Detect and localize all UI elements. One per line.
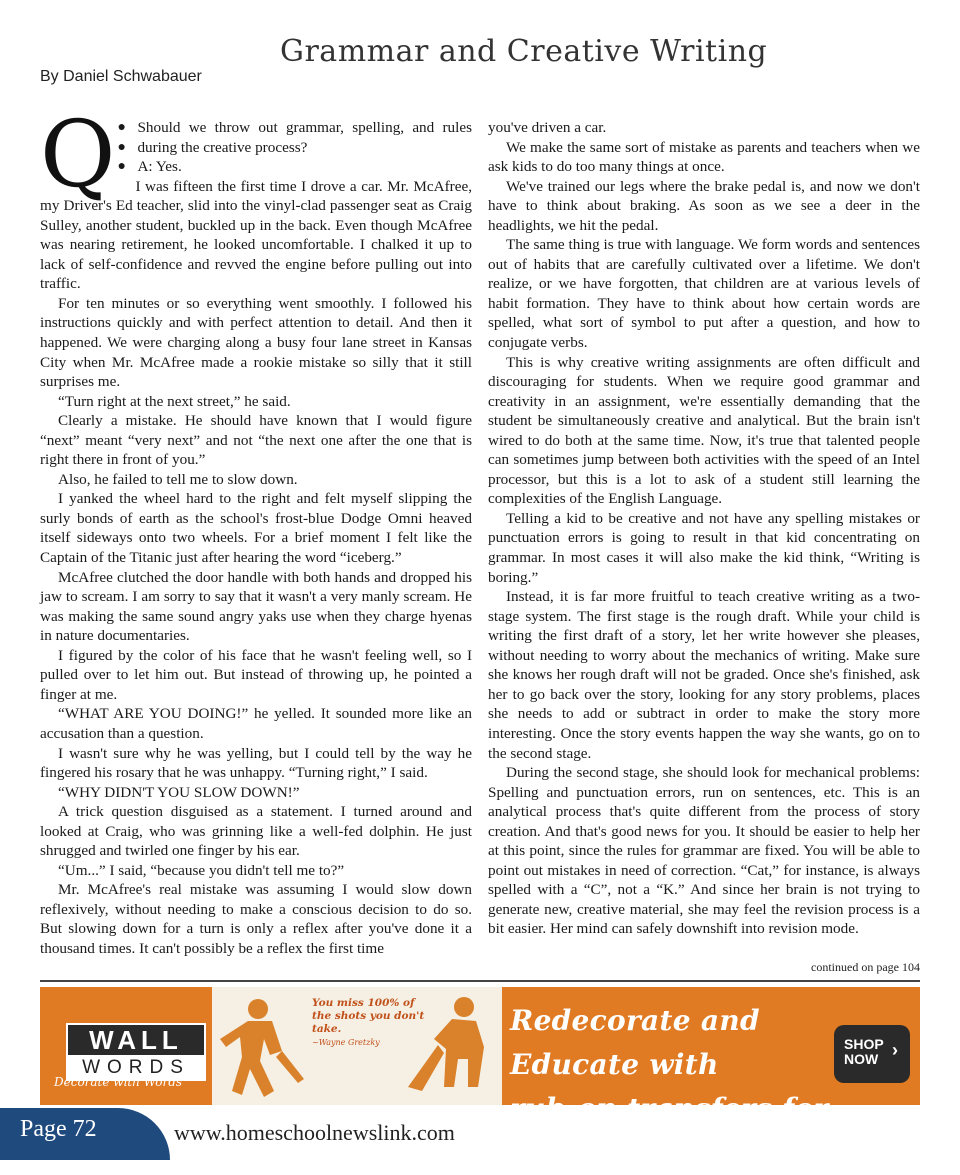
paragraph: This is why creative writing assignments are often difficult and discouraging for students. When we require good grammar and creativity in an assignment, we're essentially demanding that the student be simultaneously creative and analytical. But the brain isn't wired to do both at the same time. Now, it's true that talented people can sometimes jump between both activities with the speed of an Intel processor, but this is a lot to ask of a student still learning the complexities of the English Language. [488,353,920,508]
paragraph: Instead, it is far more fruitful to teach creative writing as a two-stage system. The first stage is the rough draft. While your child is writing the first draft of a story, let her write however she pleases, without needing to worry about the mechanics of writing. Make sure she knows her rough draft will not be graded. Once she's finished, ask her to go back over the story, looking for any story problems, places she needs to add or subtract in order to make the story more interesting. Once the story events happen the way she wants, go on to the second stage. [488,588,920,762]
paragraph: McAfree clutched the door handle with both hands and dropped his jaw to scream. I am sorry to say that it wasn't a very manly scream. He was making the same sound angry yaks use when they charge hyenas in nature documentaries. [40,568,472,645]
paragraph: “WHAT ARE YOU DOING!” he yelled. It sounded more like an accusation than a question. [40,705,472,742]
shop-now-button[interactable]: SHOP NOW › [834,1025,910,1083]
drop-cap-dots: ● ● ● [117,120,126,175]
paragraph: Also, he failed to tell me to slow down. [58,470,298,488]
chevron-right-icon: › [892,1040,898,1060]
ad-wall-picture [212,987,502,1105]
ad-tagline: Decorate with Words [54,1075,183,1089]
paragraph: “WHY DIDN'T YOU SLOW DOWN!” [58,783,300,801]
article-column-left [40,101,472,959]
logo-words-text: WORDS [66,1055,206,1081]
paragraph: I figured by the color of his face that he wasn't feeling well, so I pulled over to let him out. But instead of throwing up, he pointed a finger at me. [40,646,472,703]
article-column-right [488,118,920,939]
article-title: Grammar and Creative Writing [280,34,768,69]
paragraph: We've trained our legs where the brake pedal is, and now we don't have to think about braking. As soon as we see a deer in the headlights, we hit the pedal. [488,177,920,234]
paragraph: During the second stage, she should look for mechanical problems: Spelling and punctuation errors, run on sentences, etc. This is an analytical process that's quite different from the process of story creation. And that's good news for you. It should be easier to help her at this point, since the rules for grammar are fixed. You will be able to point out mistakes in need of correction. “Cat,” for instance, is always spelled with a “C”, not a “K.” And since her brain is not trying to generate new, creative material, she may feel the revision process is a bit easier. Her mind can safely downshift into revision mode. [488,764,920,938]
continued-note: continued on page 104 [811,960,920,974]
divider [40,980,920,982]
paragraph: For ten minutes or so everything went smoothly. I followed his instructions quickly and with perfect attention to detail. And then it happened. We were charging along a busy four lane street in Kansas City when Mr. McAfree made a rookie mistake so silly that it still surprises me. [40,294,472,391]
paragraph: “Turn right at the next street,” he said. [58,392,291,410]
page-number: Page 72 [20,1116,97,1142]
question-text: Should we throw out grammar, spelling, and rules during the creative process? [137,119,472,156]
paragraph: “Um...” I said, “because you didn't tell me to?” [58,861,345,879]
website-link[interactable]: www.homeschoolnewslink.com [174,1120,455,1145]
ad-headline: Redecorate and Educate with rub-on transfers for walls! [510,1004,829,1169]
drop-cap: Q [40,101,116,208]
answer-text: A: Yes. [137,158,182,176]
logo-wall-text: WALL [66,1023,206,1057]
paragraph: I yanked the wheel hard to the right and felt myself slipping the surly bonds of earth as the school's frost-blue Dodge Omni heaved itself sideways onto two wheels. For a brief moment I felt like the Captain of the Titanic just after hearing the word “iceberg.” [40,490,472,567]
paragraph: Mr. McAfree's real mistake was assuming I would slow down reflexively, without needing to make a conscious decision to do so. But slowing down for a turn is only a reflex after you've done it a thousand times. It can't possibly be a reflex the first time [40,881,472,957]
paragraph: Clearly a mistake. He should have known that I would figure “next” meant “very next” and not “the next one after the one that is right there in front of you.” [40,412,472,469]
ad-quote: You miss 100% of the shots you don't take. ~Wayne Gretzky [312,997,425,1047]
paragraph: Telling a kid to be creative and not have any spelling mistakes or punctuation errors is going to result in that kid concentrating on grammar. In most cases it will also make the kid think, “Writing is boring.” [488,509,920,586]
paragraph: I was fifteen the first time I drove a car. Mr. McAfree, my Driver's Ed teacher, slid into the vinyl-clad passenger seat as Craig Sulley, another student, buckled up in the back. Even though McAfree was nearing retirement, he looked uncomfortable. I chalked it up to lack of self-confidence and revved the engine before pulling out into traffic. [40,177,472,293]
paragraph: A trick question disguised as a statement. I turned around and looked at Craig, who was grinning like a well-fed dolphin. He just shrugged and twirled one finger by his ear. [40,803,472,860]
byline: By Daniel Schwabauer [40,68,202,85]
paragraph: you've driven a car. [488,119,607,136]
paragraph: We make the same sort of mistake as parents and teachers when we ask kids to do too many things at once. [488,138,920,176]
paragraph: I wasn't sure why he was yelling, but I could tell by the way he fingered his rosary that he was unhappy. “Turning right,” I said. [40,744,472,782]
paragraph: The same thing is true with language. We form words and sentences out of habits that are carefully cultivated over a lifetime. We don't realize, or we have forgotten, that children are at various levels of habit formation. They have to think about how certain words are spelled, what sort of symbol to put after a question, and how to conjugate verbs. [488,236,920,352]
